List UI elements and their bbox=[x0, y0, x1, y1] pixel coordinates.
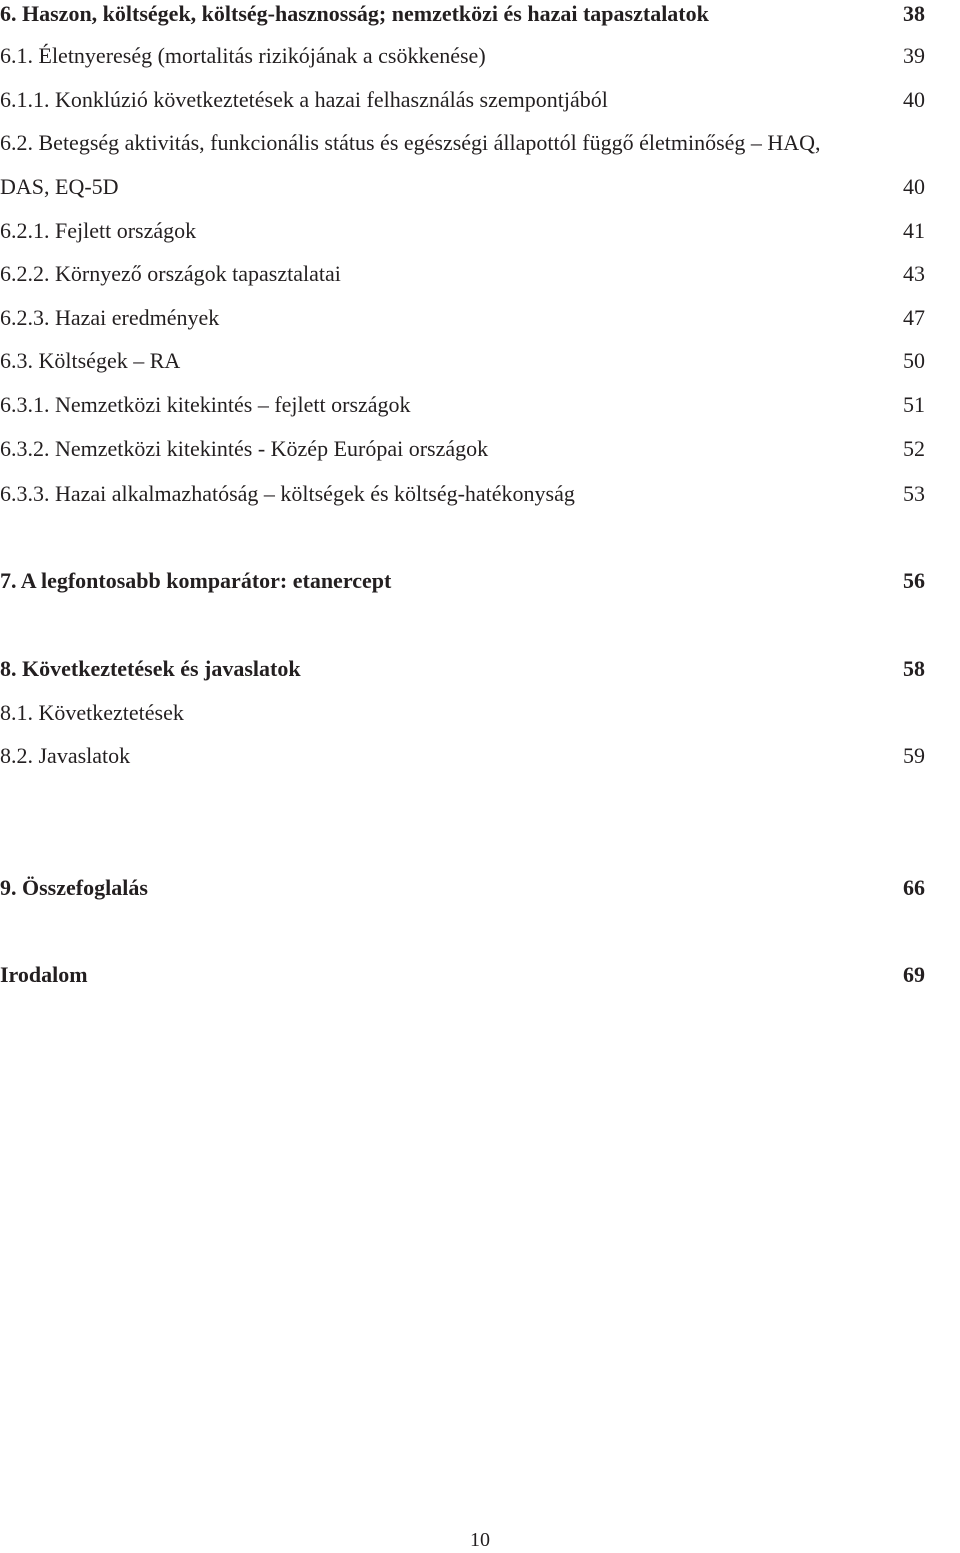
toc-entry-title: 6.3.2. Nemzetközi kitekintés - Közép Európai országok bbox=[0, 436, 489, 461]
toc-entry-title: 6. Haszon, költségek, költség-hasznosság; nemzetközi és hazai tapasztalatok bbox=[0, 1, 709, 26]
toc-entry-6-3 bbox=[0, 347, 925, 375]
toc-entry-8-2 bbox=[0, 742, 925, 770]
toc-entry-6-2-line1 bbox=[0, 129, 925, 157]
toc-entry-page: 47 bbox=[903, 305, 925, 330]
toc-entry-6-1-1 bbox=[0, 86, 925, 114]
toc-entry-page: 50 bbox=[903, 348, 925, 373]
toc-entry-page: 56 bbox=[903, 568, 925, 593]
toc-entry-6-3-3 bbox=[0, 480, 925, 508]
toc-entry-8 bbox=[0, 655, 925, 683]
toc-entry-page: 39 bbox=[903, 43, 925, 68]
toc-entry-page: 38 bbox=[903, 1, 925, 26]
toc-entry-page: 52 bbox=[903, 436, 925, 461]
toc-entry-title: 6.3. Költségek – RA bbox=[0, 348, 181, 373]
toc-entry-6-2-line2 bbox=[0, 173, 925, 201]
toc-entry-title: 6.2.1. Fejlett országok bbox=[0, 218, 197, 243]
toc-entry-6-1 bbox=[0, 42, 925, 70]
toc-entry-title-continuation: DAS, EQ-5D bbox=[0, 174, 119, 199]
toc-entry-page: 69 bbox=[903, 962, 925, 987]
toc-entry-8-1 bbox=[0, 699, 925, 727]
toc-entry-page: 41 bbox=[903, 218, 925, 243]
toc-entry-page: 40 bbox=[903, 87, 925, 112]
toc-entry-title: 9. Összefoglalás bbox=[0, 875, 148, 900]
toc-entry-page: 51 bbox=[903, 392, 925, 417]
toc-entry-6 bbox=[0, 0, 925, 28]
toc-entry-page: 66 bbox=[903, 875, 925, 900]
toc-entry-title: Irodalom bbox=[0, 962, 88, 987]
toc-entry-page: 59 bbox=[903, 743, 925, 768]
toc-entry-title: 6.2.2. Környező országok tapasztalatai bbox=[0, 261, 341, 286]
toc-entry-irodalom bbox=[0, 961, 925, 989]
toc-entry-page: 58 bbox=[903, 656, 925, 681]
toc-entry-7 bbox=[0, 567, 925, 595]
toc-entry-6-2-1 bbox=[0, 217, 925, 245]
toc-entry-page: 53 bbox=[903, 481, 925, 506]
toc-entry-title: 6.1.1. Konklúzió következtetések a hazai felhasználás szempontjából bbox=[0, 87, 608, 112]
toc-entry-title: 6.2. Betegség aktivitás, funkcionális státus és egészségi állapottól függő életminőség – HAQ, bbox=[0, 130, 821, 155]
toc-entry-title: 8. Következtetések és javaslatok bbox=[0, 656, 301, 681]
toc-entry-6-2-2 bbox=[0, 260, 925, 288]
toc-entry-6-3-1 bbox=[0, 391, 925, 419]
toc-entry-title: 6.3.1. Nemzetközi kitekintés – fejlett országok bbox=[0, 392, 411, 417]
toc-entry-page: 40 bbox=[903, 174, 925, 199]
toc-entry-title: 7. A legfontosabb komparátor: etanercept bbox=[0, 568, 392, 593]
toc-entry-title: 6.1. Életnyereség (mortalitás rizikójának a csökkenése) bbox=[0, 43, 486, 68]
toc-entry-6-3-2 bbox=[0, 435, 925, 463]
toc-entry-title: 6.3.3. Hazai alkalmazhatóság – költségek és költség-hatékonyság bbox=[0, 481, 575, 506]
page-number: 10 bbox=[470, 1529, 490, 1551]
toc-entry-6-2-3 bbox=[0, 304, 925, 332]
toc-entry-title: 8.2. Javaslatok bbox=[0, 743, 131, 768]
toc-entry-title: 6.2.3. Hazai eredmények bbox=[0, 305, 220, 330]
toc-entry-title: 8.1. Következtetések bbox=[0, 700, 184, 725]
toc-entry-page: 43 bbox=[903, 261, 925, 286]
toc-entry-9 bbox=[0, 874, 925, 902]
